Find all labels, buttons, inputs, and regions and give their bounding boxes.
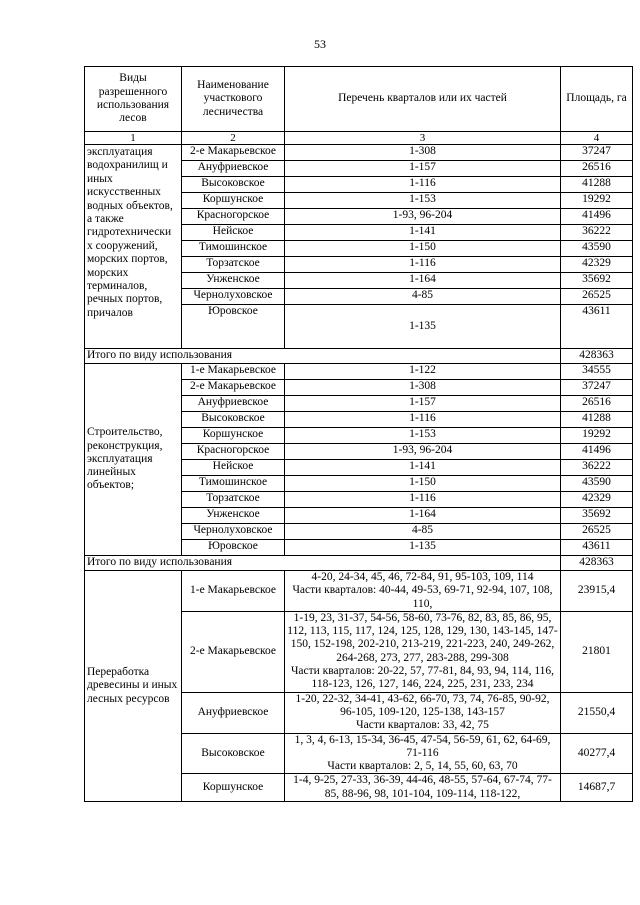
forestry-cell: Коршунское — [182, 428, 285, 444]
blocks-cell: 1-157 — [285, 396, 561, 412]
area-cell: 43590 — [561, 241, 633, 257]
forestry-cell: 2-е Макарьевское — [182, 380, 285, 396]
area-cell: 26525 — [561, 289, 633, 305]
blocks-cell — [285, 774, 561, 802]
blocks-cell: 1-141 — [285, 225, 561, 241]
column-number: 2 — [182, 132, 285, 145]
blocks-cell: 1-164 — [285, 273, 561, 289]
forestry-cell: 1-е Макарьевское — [182, 571, 285, 612]
forestry-cell: 1-е Макарьевское — [182, 364, 285, 380]
blocks-cell: 1-122 — [285, 364, 561, 380]
area-cell: 41288 — [561, 412, 633, 428]
area-cell: 41496 — [561, 444, 633, 460]
blocks-cell: 4-85 — [285, 524, 561, 540]
forest-use-table — [84, 66, 633, 802]
blocks-cell: 1-116 — [285, 412, 561, 428]
forestry-cell: Торзатское — [182, 492, 285, 508]
blocks-full: 1, 3, 4, 6-13, 15-34, 36-45, 47-54, 56-59, 61, 62, 64-69, 71-116 — [294, 733, 551, 759]
area-cell: 19292 — [561, 428, 633, 444]
column-number: 4 — [561, 132, 633, 145]
table-row — [85, 145, 633, 161]
forestry-cell: Высоковское — [182, 412, 285, 428]
blocks-cell: 1-150 — [285, 476, 561, 492]
forestry-cell: Чернолуховское — [182, 524, 285, 540]
page-number: 53 — [314, 37, 326, 51]
area-cell: 21550,4 — [561, 692, 633, 733]
blocks-cell — [285, 611, 561, 692]
forestry-cell: Красногорское — [182, 209, 285, 225]
forestry-cell: Ануфриевское — [182, 161, 285, 177]
forestry-cell: Юровское — [182, 540, 285, 556]
area-cell: 14687,7 — [561, 774, 633, 802]
area-cell: 26516 — [561, 161, 633, 177]
blocks-cell — [285, 692, 561, 733]
forestry-cell: Нейское — [182, 225, 285, 241]
forestry-cell: Чернолуховское — [182, 289, 285, 305]
blocks-full: 1-19, 23, 31-37, 54-56, 58-60, 73-76, 82, 83, 85, 86, 95, 112, 113, 115, 117, 124, 125, 128, 129, 130, 143-145, 147-150, 152-198, 202-210, 213-219, 221-223, 240, 249-262, 264-268, 273, 277, 283-288, 299-308 — [287, 611, 558, 664]
blocks-cell: 1-150 — [285, 241, 561, 257]
blocks-cell: 1-308 — [285, 145, 561, 161]
blocks-full: 4-20, 24-34, 45, 46, 72-84, 91, 95-103, 109, 114 — [311, 571, 534, 583]
area-cell: 43611 — [561, 540, 633, 556]
area-cell: 23915,4 — [561, 571, 633, 612]
header-area: Площадь, га — [561, 67, 633, 132]
area-cell: 40277,4 — [561, 733, 633, 774]
blocks-parts: Части кварталов: 33, 42, 75 — [356, 719, 489, 732]
forestry-cell: Ануфриевское — [182, 396, 285, 412]
area-cell: 21801 — [561, 611, 633, 692]
area-cell: 42329 — [561, 492, 633, 508]
forestry-cell: Коршунское — [182, 774, 285, 802]
blocks-cell: 1-93, 96-204 — [285, 209, 561, 225]
blocks-cell: 1-135 — [285, 540, 561, 556]
area-cell: 26525 — [561, 524, 633, 540]
forestry-cell: Высоковское — [182, 177, 285, 193]
forestry-cell: Унженское — [182, 508, 285, 524]
area-cell: 43611 — [561, 305, 633, 349]
blocks-cell: 1-308 — [285, 380, 561, 396]
table-header-row — [85, 67, 633, 132]
blocks-cell: 1-164 — [285, 508, 561, 524]
forestry-cell: Высоковское — [182, 733, 285, 774]
blocks-cell: 1-135 — [285, 305, 561, 349]
forestry-cell: Унженское — [182, 273, 285, 289]
blocks-cell: 1-157 — [285, 161, 561, 177]
forestry-cell: Ануфриевское — [182, 692, 285, 733]
area-cell: 41496 — [561, 209, 633, 225]
total-value: 428363 — [561, 349, 633, 364]
forestry-cell: Юровское — [182, 305, 285, 349]
total-label: Итого по виду использования — [85, 349, 561, 364]
total-row — [85, 556, 633, 571]
blocks-cell — [285, 733, 561, 774]
use-category-cell: Переработка древесины и иных лесных ресурсов — [85, 571, 182, 802]
header-forestry: Наименование участкового лесничества — [182, 67, 285, 132]
forestry-cell: 2-е Макарьевское — [182, 611, 285, 692]
header-use-type: Виды разрешенного использования лесов — [85, 67, 182, 132]
area-cell: 36222 — [561, 225, 633, 241]
area-cell: 34555 — [561, 364, 633, 380]
blocks-cell: 1-141 — [285, 460, 561, 476]
table-row — [85, 571, 633, 612]
blocks-full: 1-20, 22-32, 34-41, 43-62, 66-70, 73, 74, 76-85, 90-92, 96-105, 109-120, 125-138, 143-157 — [295, 692, 550, 718]
column-number: 1 — [85, 132, 182, 145]
blocks-cell: 1-153 — [285, 193, 561, 209]
forestry-cell: Тимошинское — [182, 476, 285, 492]
table-row — [85, 364, 633, 380]
area-cell: 26516 — [561, 396, 633, 412]
blocks-parts: Части кварталов: 20-22, 57, 77-81, 84, 93, 94, 114, 116, 118-123, 126, 127, 146, 224, 225, 231, 233, 234 — [290, 665, 555, 691]
area-cell: 43590 — [561, 476, 633, 492]
header-blocks: Перечень кварталов или их частей — [285, 67, 561, 132]
blocks-cell: 1-116 — [285, 492, 561, 508]
area-cell: 41288 — [561, 177, 633, 193]
forestry-cell: Красногорское — [182, 444, 285, 460]
blocks-cell: 1-153 — [285, 428, 561, 444]
blocks-cell: 1-116 — [285, 177, 561, 193]
forestry-cell: Тимошинское — [182, 241, 285, 257]
use-category-cell: Строительство, реконструкция, эксплуатация линейных объектов; — [85, 364, 182, 556]
area-cell: 35692 — [561, 508, 633, 524]
blocks-parts: Части кварталов: 2, 5, 14, 55, 60, 63, 70 — [327, 760, 518, 773]
blocks-cell: 4-85 — [285, 289, 561, 305]
blocks-parts: Части кварталов: 40-44, 49-53, 69-71, 92-94, 107, 108, 110, — [292, 584, 553, 610]
forestry-cell: Торзатское — [182, 257, 285, 273]
forestry-cell: 2-е Макарьевское — [182, 145, 285, 161]
area-cell: 35692 — [561, 273, 633, 289]
use-category-cell: эксплуатация водохранилищ и иных искусственных водных объектов, а также гидротехнически х сооружений, морских портов, морских терминалов, речных портов, причалов — [85, 145, 182, 349]
area-cell: 42329 — [561, 257, 633, 273]
area-cell: 19292 — [561, 193, 633, 209]
blocks-cell: 1-116 — [285, 257, 561, 273]
area-cell: 37247 — [561, 145, 633, 161]
forestry-cell: Коршунское — [182, 193, 285, 209]
total-label: Итого по виду использования — [85, 556, 561, 571]
total-value: 428363 — [561, 556, 633, 571]
forestry-cell: Нейское — [182, 460, 285, 476]
area-cell: 37247 — [561, 380, 633, 396]
total-row — [85, 349, 633, 364]
blocks-full: 1-4, 9-25, 27-33, 36-39, 44-46, 48-55, 57-64, 67-74, 77-85, 88-96, 98, 101-104, 109-114, 118-122, — [293, 774, 552, 800]
area-cell: 36222 — [561, 460, 633, 476]
column-number-row — [85, 132, 633, 145]
column-number: 3 — [285, 132, 561, 145]
blocks-cell: 1-93, 96-204 — [285, 444, 561, 460]
blocks-cell — [285, 571, 561, 612]
